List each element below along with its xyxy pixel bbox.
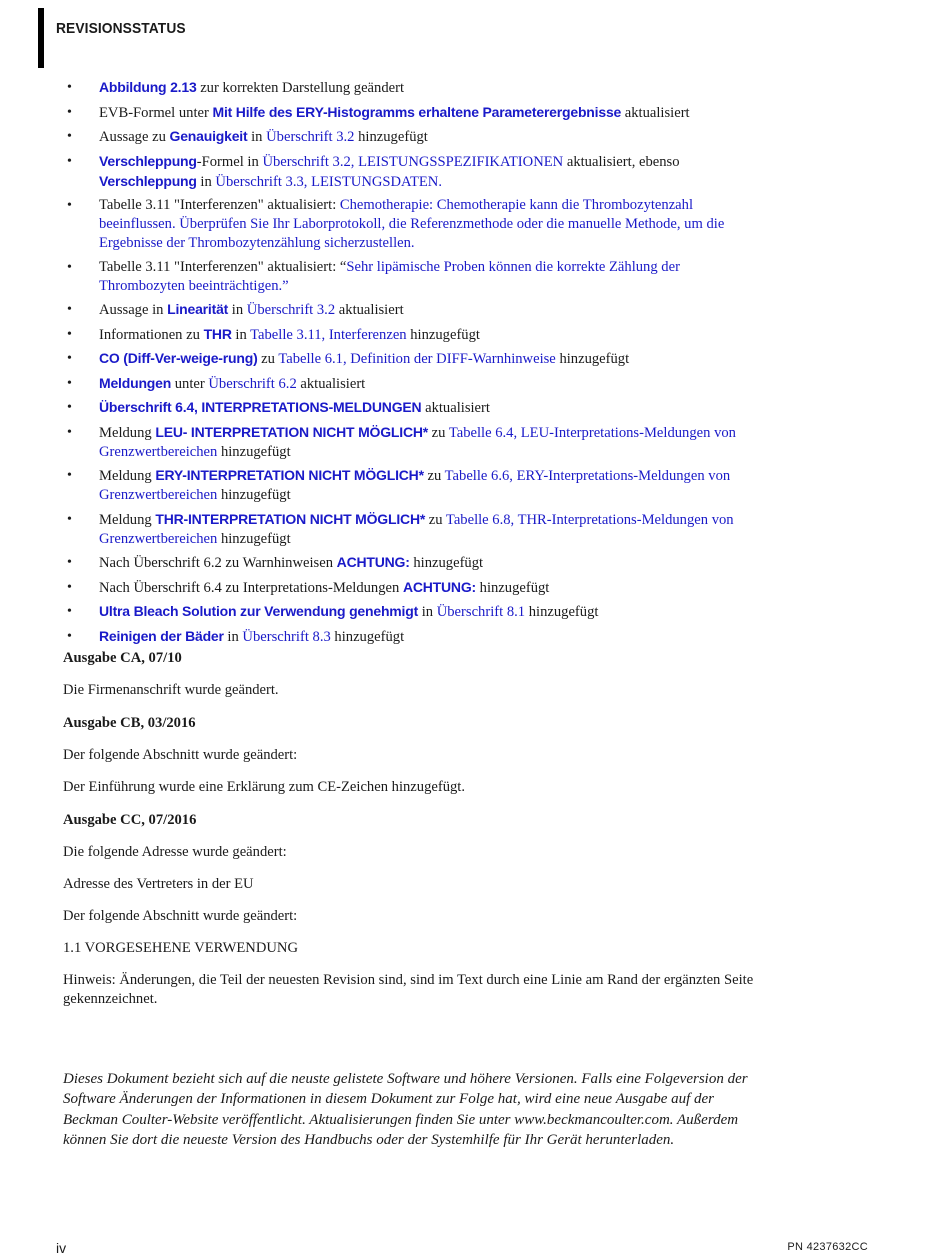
list-item: • Abbildung 2.13 zur korrekten Darstellung geändert xyxy=(63,78,763,98)
issue-heading: Ausgabe CB, 03/2016 xyxy=(63,715,196,731)
term-link[interactable]: Meldungen xyxy=(99,374,172,391)
issue-text: Der folgende Abschnitt wurde geändert: xyxy=(63,908,298,924)
list-item: • Tabelle 3.11 "Interferenzen" aktualisiert: Chemotherapie: Chemotherapie kann die Thrombozytenzahl beeinflussen. Überprüfen Sie Ihr Laborprotokoll, die Referenzmethode oder die manuelle Methode, um die Ergebnisse der Thrombozytenzählung sicherzustellen. xyxy=(63,196,763,253)
revision-list xyxy=(63,78,763,651)
page-number: iv xyxy=(56,1240,67,1256)
list-item: • Aussage in Linearität in Überschrift 3.2 aktualisiert xyxy=(63,300,763,320)
issue-text: Der folgende Abschnitt wurde geändert: xyxy=(63,747,298,763)
list-item: • EVB-Formel unter Mit Hilfe des ERY-Histogramms erhaltene Parameterergebnisse aktualisiert xyxy=(63,103,763,123)
issue-text: Die Firmenanschrift wurde geändert. xyxy=(63,682,279,698)
heading-link[interactable]: Überschrift 3.2 xyxy=(246,302,336,318)
section-link[interactable]: Mit Hilfe des ERY-Histogramms erhaltene Parameterergebnisse xyxy=(212,103,622,120)
revision-history xyxy=(63,648,773,1009)
term-link[interactable]: Genauigkeit xyxy=(169,128,248,144)
caution-link[interactable]: ACHTUNG: xyxy=(336,554,410,570)
term-link[interactable]: THR xyxy=(203,325,232,342)
list-item: • Ultra Bleach Solution zur Verwendung genehmigt in Überschrift 8.1 hinzugefügt xyxy=(63,602,763,622)
list-item: • Nach Überschrift 6.4 zu Interpretations-Meldungen ACHTUNG: hinzugefügt xyxy=(63,578,763,598)
list-item: • Informationen zu THR in Tabelle 3.11, Interferenzen hinzugefügt xyxy=(63,325,763,345)
issue-text: Der Einführung wurde eine Erklärung zum CE-Zeichen hinzugefügt. xyxy=(63,779,465,795)
part-number: PN 4237632CC xyxy=(787,1241,868,1253)
list-item: • Meldung ERY-INTERPRETATION NICHT MÖGLICH* zu Tabelle 6.6, ERY-Interpretations-Meldungen von Grenzwertbereichen hinzugefügt xyxy=(63,466,763,505)
heading-link[interactable]: Überschrift 6.4, INTERPRETATIONS-MELDUNGEN xyxy=(99,399,422,415)
list-item: • Meldung THR-INTERPRETATION NICHT MÖGLICH* zu Tabelle 6.8, THR-Interpretations-Meldungen von Grenzwertbereichen hinzugefügt xyxy=(63,510,763,549)
message-link[interactable]: LEU- INTERPRETATION NICHT MÖGLICH* xyxy=(155,423,429,440)
heading-link[interactable]: Überschrift 8.1 xyxy=(436,604,526,620)
issue-text: Die folgende Adresse wurde geändert: xyxy=(63,844,287,860)
revision-note: Hinweis: Änderungen, die Teil der neuesten Revision sind, sind im Text durch eine Linie am Rand der ergänzten Seite gekennzeichnet. xyxy=(63,972,754,1007)
issue-text: Adresse des Vertreters in der EU xyxy=(63,876,254,892)
issue-heading: Ausgabe CA, 07/10 xyxy=(63,650,182,666)
list-item: • Reinigen der Bäder in Überschrift 8.3 hinzugefügt xyxy=(63,627,763,647)
term-link[interactable]: CO (Diff-Ver-weige-rung) xyxy=(99,350,258,366)
heading-link[interactable]: Überschrift 3.2, LEISTUNGSSPEZIFIKATIONEN xyxy=(262,153,564,170)
term-link[interactable]: Verschleppung xyxy=(99,172,197,189)
issue-text: 1.1 VORGESEHENE VERWENDUNG xyxy=(63,940,298,956)
term-link[interactable]: Ultra Bleach Solution zur Verwendung genehmigt xyxy=(99,603,419,619)
list-item: • Meldungen unter Überschrift 6.2 aktualisiert xyxy=(63,374,763,394)
heading-link[interactable]: Überschrift 6.2 xyxy=(208,375,297,392)
table-link[interactable]: Tabelle 6.1, Definition der DIFF-Warnhinweise xyxy=(278,351,556,367)
message-link[interactable]: THR-INTERPRETATION NICHT MÖGLICH* xyxy=(155,510,426,527)
message-link[interactable]: ERY-INTERPRETATION NICHT MÖGLICH* xyxy=(155,467,424,483)
list-item: • Überschrift 6.4, INTERPRETATIONS-MELDUNGEN aktualisiert xyxy=(63,398,763,418)
list-item: • CO (Diff-Ver-weige-rung) zu Tabelle 6.1, Definition der DIFF-Warnhinweise hinzugefügt xyxy=(63,349,763,369)
list-item: • Meldung LEU- INTERPRETATION NICHT MÖGLICH* zu Tabelle 6.4, LEU-Interpretations-Meldungen von Grenzwertbereichen hinzugefügt xyxy=(63,423,763,462)
list-item: • Nach Überschrift 6.2 zu Warnhinweisen ACHTUNG: hinzugefügt xyxy=(63,553,763,573)
header-rule xyxy=(38,8,44,68)
table-link[interactable]: Tabelle 6.4, LEU-Interpretations-Meldungen von Grenzwertbereichen xyxy=(99,424,736,460)
term-link[interactable]: Linearität xyxy=(167,301,229,317)
quoted-text: Sehr lipämische Proben können die korrekte Zählung der Thrombozyten beeinträchtigen.” xyxy=(99,258,680,294)
table-link[interactable]: Tabelle 6.6, ERY-Interpretations-Meldungen von Grenzwertbereichen xyxy=(99,468,731,503)
software-notice: Dieses Dokument bezieht sich auf die neuste gelistete Software und höhere Versionen. Falls eine Folgeversion der Software Änderungen der Informationen in diesem Dokument zur Folge hat, wird eine neue Ausgabe auf der Beckman Coulter-Website veröffentlicht. Aktualisierungen finden Sie unter www.beckmancoulter.com. Außerdem können Sie dort die neueste Version des Handbuchs oder der Systemhilfe für Ihr Gerät herunterladen. xyxy=(63,1071,748,1149)
table-link[interactable]: Tabelle 3.11, Interferenzen xyxy=(250,326,407,343)
term-link[interactable]: Reinigen der Bäder xyxy=(99,627,224,644)
heading-link[interactable]: Überschrift 3.2 xyxy=(266,129,355,145)
table-link[interactable]: Tabelle 6.8, THR-Interpretations-Meldungen von Grenzwertbereichen xyxy=(99,511,734,547)
list-item: • Verschleppung-Formel in Überschrift 3.2, LEISTUNGSSPEZIFIKATIONEN aktualisiert, ebenso Verschleppung in Überschrift 3.3, LEISTUNGSDATEN. xyxy=(63,152,763,192)
list-item: • Aussage zu Genauigkeit in Überschrift 3.2 hinzugefügt xyxy=(63,127,763,147)
page-title: REVISIONSSTATUS xyxy=(56,20,186,37)
caution-link[interactable]: ACHTUNG: xyxy=(402,578,476,595)
term-link[interactable]: Verschleppung xyxy=(99,152,197,169)
figure-link[interactable]: Abbildung 2.13 xyxy=(99,79,197,95)
list-item: • Tabelle 3.11 "Interferenzen" aktualisiert: “Sehr lipämische Proben können die korrekte Zählung der Thrombozyten beeinträchtigen.” xyxy=(63,258,763,296)
heading-link[interactable]: Überschrift 3.3, LEISTUNGSDATEN. xyxy=(215,173,442,190)
heading-link[interactable]: Überschrift 8.3 xyxy=(242,628,331,645)
quoted-text: Chemotherapie: Chemotherapie kann die Thrombozytenzahl beeinflussen. Überprüfen Sie Ihr Laborprotokoll, die Referenzmethode oder die manuelle Methode, um die Ergebnisse der Thrombozytenzählung sicherzustellen. xyxy=(99,197,725,251)
issue-heading: Ausgabe CC, 07/2016 xyxy=(63,812,197,828)
